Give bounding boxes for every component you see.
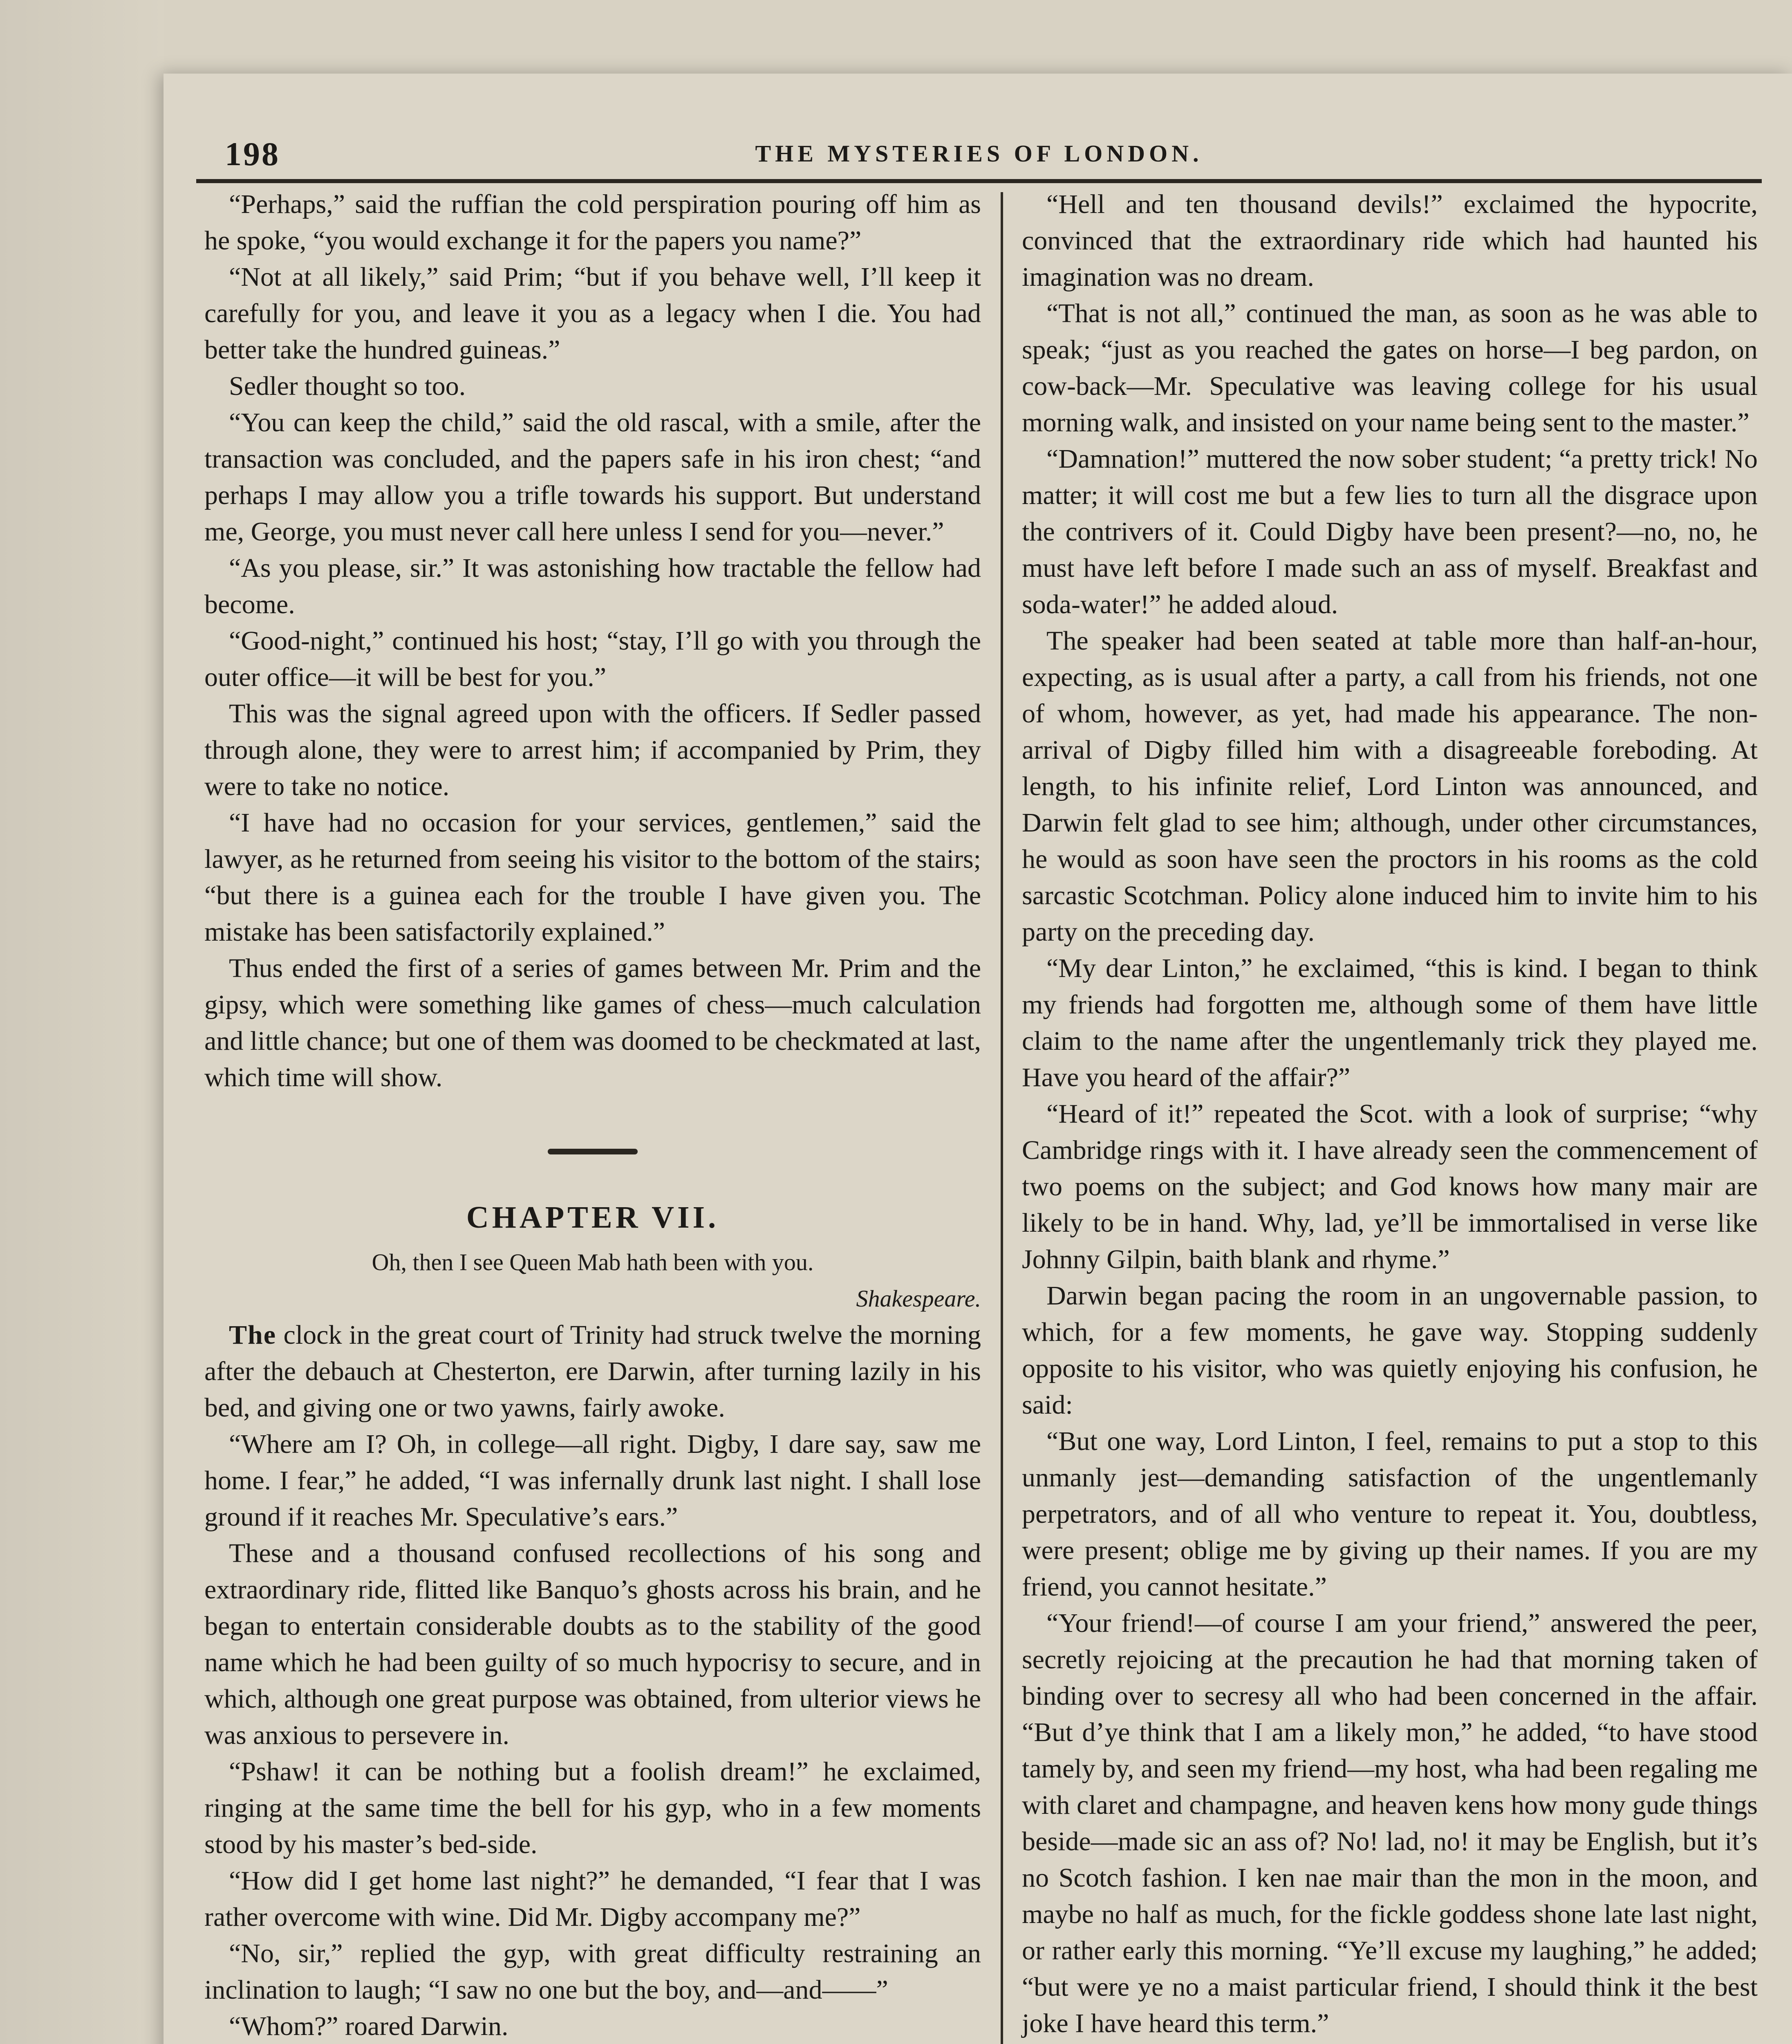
column-divider: [1001, 192, 1003, 2044]
paragraph: Sedler thought so too.: [229, 371, 466, 401]
paragraph: “As you please, sir.” It was astonishing how tractable the fellow had become.: [204, 553, 981, 619]
paragraph: Darwin began pacing the room in an ungovernable passion, to which, for a few moments, he gave way. Stopping suddenly opposite to his visitor, who was quietly enjoying his confusion, he said:: [1022, 1281, 1758, 1420]
paragraph: “But one way, Lord Linton, I feel, remains to put a stop to this unmanly jest—demanding satisfaction of the ungentlemanly perpetrators, and of all who venture to repeat it. You, doubtless, were present; oblige me by giving up their names. If you are my friend, you cannot hesitate.”: [1022, 1426, 1758, 1602]
chapter-first-paragraph: [204, 1317, 981, 1426]
paragraph: “Perhaps,” said the ruffian the cold perspiration pouring off him as he spoke, “you would exchange it for the papers you name?”: [204, 189, 981, 256]
header-rule: [196, 179, 1762, 183]
page-header: [196, 131, 1762, 184]
paragraph: [1022, 2042, 1758, 2044]
paragraph: “You can keep the child,” said the old rascal, with a smile, after the transaction was concluded, and the papers safe in his iron chest; “and perhaps I may allow you a trifle towards his support. But understand me, George, you must never call here unless I send for you—never.”: [204, 408, 981, 547]
section-ornament: [548, 1149, 638, 1154]
paragraph: “Heard of it!” repeated the Scot. with a look of surprise; “why Cambridge rings with it. I have already seen the commencement of two poems on the subject; and God knows how many mair are likely to be in hand. Why, lad, ye’ll be immortalised in verse like Johnny Gilpin, baith blank and rhyme.”: [1022, 1099, 1758, 1274]
right-column: [1022, 186, 1758, 2044]
chapter-first-paragraph-text: clock in the great court of Trinity had struck twelve the morning after the debauch at Chesterton, ere Darwin, after turning lazily in his bed, and giving one or two yawns, fairly awoke.: [204, 1320, 981, 1423]
paragraph: “How did I get home last night?” he demanded, “I fear that I was rather overcome with wine. Did Mr. Digby accompany me?”: [204, 1866, 981, 1932]
paragraph: “Your friend!—of course I am your friend,” answered the peer, secretly rejoicing at the precaution he had that morning taken of binding over to secresy all who had been concerned in the affair. “But d’ye think that I am a likely mon,” he added, “to have stood tamely by, and seen my friend—my host, wha had been regaling me with claret and champagne, and heaven kens how mony gude things beside—made sic an ass of? No! lad, no! it may be English, but it’s no Scotch fashion. I ken nae mair than the mon in the moon, and maybe no half as much, for the fickle goddess shone late last night, or rather early this morning. “Ye’ll excuse my laughing,” he added; “but were ye no a maist particular friend, I should think it the best joke I have heard this term.”: [1022, 1608, 1758, 2038]
paragraph: “Not at all likely,” said Prim; “but if you behave well, I’ll keep it carefully for you, and leave it you as a legacy when I die. You had better take the hundred guineas.”: [204, 262, 981, 365]
book-page: [164, 74, 1792, 2044]
paragraph: “Damnation!” muttered the now sober student; “a pretty trick! No matter; it will cost me but a few lies to turn all the disgrace upon the contrivers of it. Could Digby have been present?—no, no, he must have left before I made such an ass of myself. Breakfast and soda-water!” he added aloud.: [1022, 444, 1758, 619]
running-title: THE MYSTERIES OF LONDON.: [755, 140, 1203, 167]
paragraph: “No, sir,” replied the gyp, with great difficulty restraining an inclination to laugh; “I saw no one but the boy, and—and——”: [204, 1939, 981, 2005]
paragraph: “Pshaw! it can be nothing but a foolish dream!” he exclaimed, ringing at the same time the bell for his gyp, who in a few moments stood by his master’s bed-side.: [204, 1757, 981, 1859]
chapter-opening-word: The: [229, 1320, 277, 1350]
scan-margin: [0, 0, 164, 2044]
paragraph: These and a thousand confused recollections of his song and extraordinary ride, flitted like Banquo’s ghosts across his brain, and he began to entertain considerable doubts as to the stability of the good name which he had been guilty of so much hypocrisy to secure, and in which, although one great purpose was obtained, from ulterior views he was anxious to persevere in.: [204, 1538, 981, 1750]
paragraph: Thus ended the first of a series of games between Mr. Prim and the gipsy, which were something like games of chess—much calculation and little chance; but one of them was doomed to be checkmated at last, which time will show.: [204, 953, 981, 1092]
left-column: [204, 186, 981, 2044]
paragraph: “Where am I? Oh, in college—all right. Digby, I dare say, saw me home. I fear,” he added, “I was infernally drunk last night. I shall lose ground if it reaches Mr. Speculative’s ears.”: [204, 1429, 981, 1532]
epigraph-attribution: Shakespeare.: [856, 1285, 981, 1312]
paragraph: “That is not all,” continued the man, as soon as he was able to speak; “just as you reached the gates on horse—I beg pardon, on cow-back—Mr. Speculative was leaving college for his usual morning walk, and insisted on your name being sent to the master.”: [1022, 298, 1758, 437]
paragraph: “My dear Linton,” he exclaimed, “this is kind. I began to think my friends had forgotten me, although some of them have little claim to the name after the ungentlemanly trick they played me. Have you heard of the affair?”: [1022, 953, 1758, 1092]
paragraph: The speaker had been seated at table more than half-an-hour, expecting, as is usual after a party, a call from his friends, not one of whom, however, as yet, had made his appearance. The non-arrival of Digby filled him with a disagreeable foreboding. At length, to his infinite relief, Lord Linton was announced, and Darwin felt glad to see him; although, under other circumstances, he would as soon have seen the proctors in his rooms as the cold sarcastic Scotchman. Policy alone induced him to invite him to his party on the preceding day.: [1022, 626, 1758, 947]
chapter-title: CHAPTER VII.: [466, 1200, 719, 1235]
paragraph: “I have had no occasion for your services, gentlemen,” said the lawyer, as he returned from seeing his visitor to the bottom of the stairs; “but there is a guinea each for the trouble I have given you. The mistake has been satisfactorily explained.”: [204, 808, 981, 947]
paragraph: “Whom?” roared Darwin.: [229, 2011, 508, 2041]
epigraph: Oh, then I see Queen Mab hath been with you.: [372, 1249, 814, 1275]
page-number: 198: [225, 135, 280, 173]
paragraph: This was the signal agreed upon with the officers. If Sedler passed through alone, they were to arrest him; if accompanied by Prim, they were to take no notice.: [204, 699, 981, 801]
paragraph: “Good-night,” continued his host; “stay, I’ll go with you through the outer office—it will be best for you.”: [204, 626, 981, 692]
paragraph: “Hell and ten thousand devils!” exclaimed the hypocrite, convinced that the extraordinary ride which had haunted his imagination was no dream.: [1022, 189, 1758, 292]
